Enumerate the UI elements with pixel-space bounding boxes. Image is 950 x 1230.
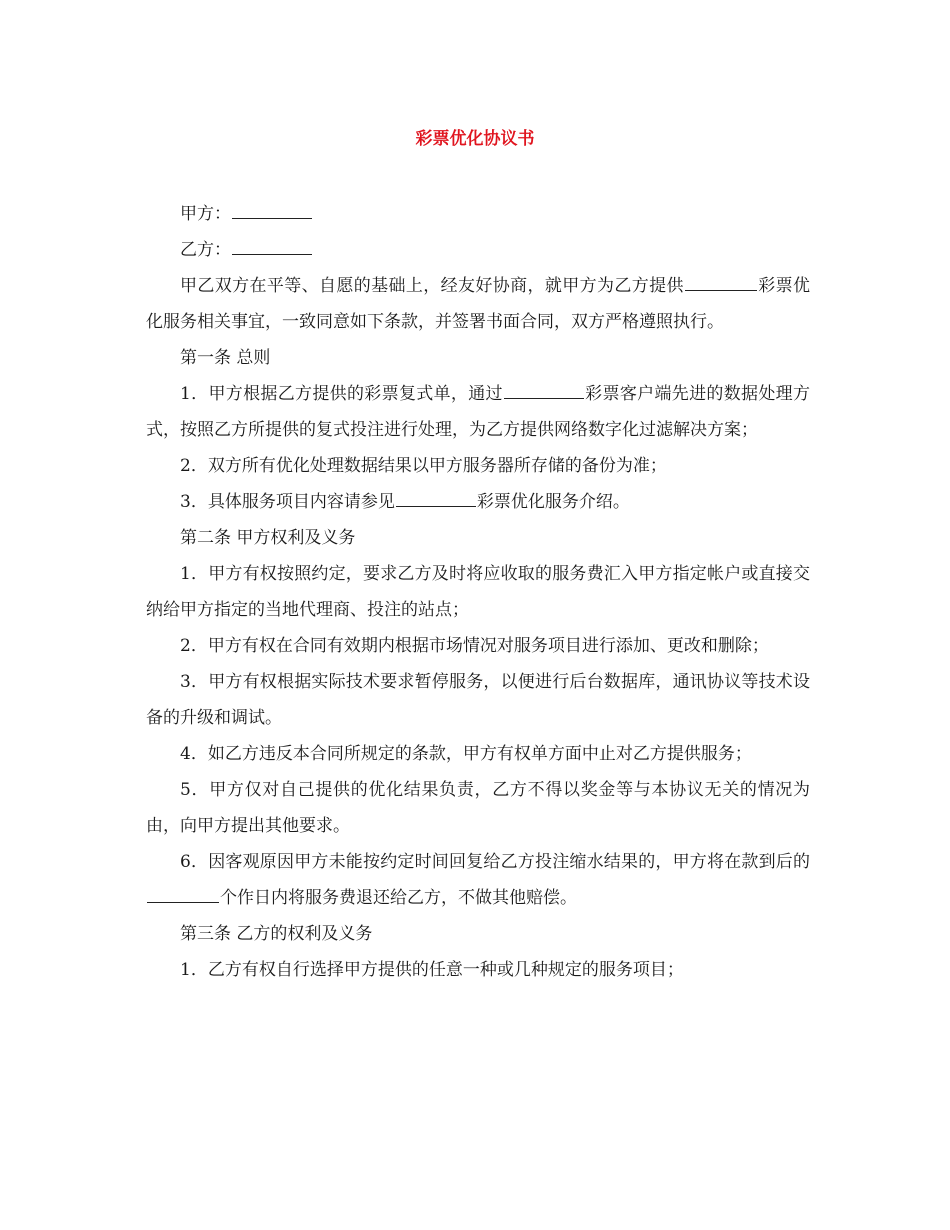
article-1-heading: 第一条 总则 [180, 348, 271, 368]
article-1-item-2: 2．双方所有优化处理数据结果以甲方服务器所存储的备份为准； [180, 456, 667, 476]
party-a-line [146, 196, 810, 232]
article-3-heading: 第三条 乙方的权利及义务 [180, 924, 373, 944]
article-1-item-3 [146, 484, 810, 520]
party-a-blank [232, 200, 312, 219]
party-b-label: 乙方： [180, 240, 231, 260]
document-body [146, 196, 810, 988]
article-3-item-1: 1．乙方有权自行选择甲方提供的任意一种或几种规定的服务项目； [180, 960, 684, 980]
intro-text-1: 甲乙双方在平等、自愿的基础上，经友好协商，就甲方为乙方提供 [180, 276, 684, 296]
art1-item3-text-b: 彩票优化服务介绍。 [476, 492, 630, 512]
article-2-item-2: 2．甲方有权在合同有效期内根据市场情况对服务项目进行添加、更改和删除； [180, 636, 769, 656]
art2-item6-text-a: 6．因客观原因甲方未能按约定时间回复给乙方投注缩水结果的，甲方将在款到后的 [180, 852, 810, 872]
days-blank [147, 884, 219, 903]
document-title: 彩票优化协议书 [415, 129, 535, 149]
service-intro-blank [396, 488, 476, 507]
article-1-item-1 [146, 376, 810, 448]
party-b-line [146, 232, 810, 268]
party-a-label: 甲方： [180, 204, 231, 224]
party-b-blank [232, 236, 312, 255]
art2-item6-text-b: 个作日内将服务费退还给乙方，不做其他赔偿。 [220, 888, 577, 908]
article-2-item-1: 1．甲方有权按照约定，要求乙方及时将应收取的服务费汇入甲方指定帐户或直接交纳给甲方指定的当地代理商、投注的站点； [146, 564, 810, 620]
intro-paragraph [146, 268, 810, 340]
art1-item3-text-a: 3．具体服务项目内容请参见 [180, 492, 395, 512]
art1-item1-text-a: 1．甲方根据乙方提供的彩票复式单，通过 [180, 384, 503, 404]
intro-text-2: 彩票优化服务相关事宜，一致同意如下条款，并签署书面合同，双方严格遵照执行。 [146, 276, 810, 332]
service-name-blank [685, 272, 757, 291]
article-2-item-3: 3．甲方有权根据实际技术要求暂停服务，以便进行后台数据库，通讯协议等技术设备的升级和调试。 [146, 672, 810, 728]
article-2-item-6 [146, 844, 810, 916]
article-2-heading: 第二条 甲方权利及义务 [180, 528, 356, 548]
art1-item1-text-b: 彩票客户端先进的数据处理方式，按照乙方所提供的复式投注进行处理，为乙方提供网络数字化过滤解决方案； [146, 384, 810, 440]
article-2-item-5: 5．甲方仅对自己提供的优化结果负责，乙方不得以奖金等与本协议无关的情况为由，向甲方提出其他要求。 [146, 780, 810, 836]
article-2-item-4: 4．如乙方违反本合同所规定的条款，甲方有权单方面中止对乙方提供服务； [180, 744, 752, 764]
client-name-blank [504, 380, 584, 399]
